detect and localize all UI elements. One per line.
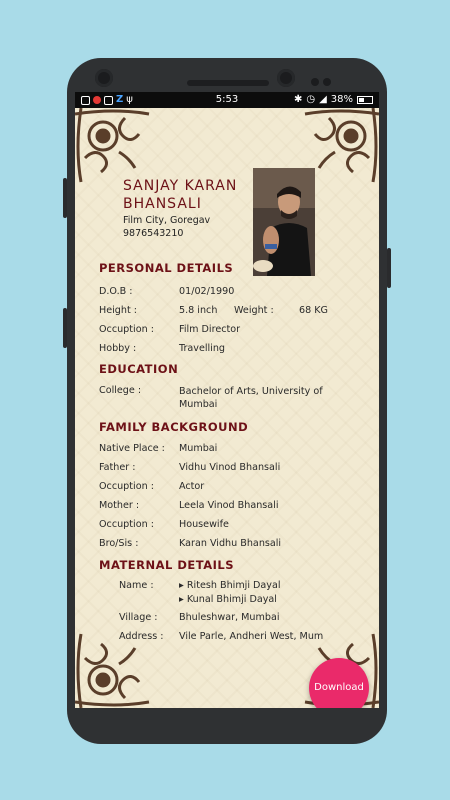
father-occupation-label: Occuption : [99,481,154,492]
signal-icon: ◢ [319,94,327,105]
usb-icon: ψ [126,94,133,105]
corner-ornament-icon [75,108,155,188]
maternal-name-label: Name : [119,580,154,591]
native-label: Native Place : [99,443,165,454]
profile-name [123,177,237,213]
download-button[interactable]: Download [309,658,369,708]
height-label: Height : [99,305,137,316]
maternal-name-2: ▸ Kunal Bhimji Dayal [179,594,277,605]
weight-label: Weight : [234,305,274,316]
college-value-line2: Mumbai [179,399,218,410]
weight-value: 68 KG [299,305,328,316]
father-occupation-value: Actor [179,481,205,492]
status-time: 5:53 [215,94,239,105]
maternal-name-1: ▸ Ritesh Bhimji Dayal [179,580,281,591]
sibling-value: Karan Vidhu Bhansali [179,538,282,549]
college-value-line1: Bachelor of Arts, University of [179,386,323,397]
height-value: 5.8 inch [179,305,218,316]
mother-occupation-value: Housewife [179,519,229,530]
alarm-icon: ◷ [306,94,316,105]
front-camera-icon [95,69,113,87]
mother-label: Mother : [99,500,140,511]
maternal-village-value: Bhuleshwar, Mumbai [179,612,280,623]
volume-button [63,178,67,218]
profile-name-line2: BHANSALI [123,196,202,212]
battery-percent: 38% [330,94,353,105]
occupation-label: Occuption : [99,324,154,335]
biodata-card [75,108,379,708]
hobby-label: Hobby : [99,343,137,354]
battery-icon [357,96,373,104]
mother-occupation-label: Occuption : [99,519,154,530]
maternal-address-label: Address : [119,631,164,642]
sensor-icon [323,78,331,86]
section-family-heading: FAMILY BACKGROUND [99,420,249,434]
profile-contact [123,214,210,240]
z-icon: Z [116,94,124,105]
maternal-village-label: Village : [119,612,158,623]
occupation-value: Film Director [179,324,241,335]
native-value: Mumbai [179,443,218,454]
dob-value: 01/02/1990 [179,286,235,297]
person-photo-icon [253,168,315,276]
section-education-heading: EDUCATION [99,362,179,376]
profile-name-line1: SANJAY KARAN [123,178,238,194]
front-camera-icon [277,69,295,87]
maternal-address-value: Vile Parle, Andheri West, Mum [179,631,324,642]
profile-address: Film City, Goregav [123,215,211,226]
power-button [387,248,391,288]
status-bar [75,92,379,108]
profile-photo [253,168,315,276]
dob-label: D.O.B : [99,286,133,297]
status-right [294,92,373,108]
sensor-icon [311,78,319,86]
volume-down-button [63,308,67,348]
section-maternal-heading: MATERNAL DETAILS [99,558,235,572]
college-label: College : [99,385,142,396]
mother-value: Leela Vinod Bhansali [179,500,279,511]
section-personal-heading: PERSONAL DETAILS [99,261,234,275]
bluetooth-icon: ✱ [293,94,303,105]
sibling-label: Bro/Sis : [99,538,139,549]
college-value [179,385,359,411]
profile-phone: 9876543210 [123,228,184,239]
father-value: Vidhu Vinod Bhansali [179,462,281,473]
hobby-value: Travelling [179,343,226,354]
screen [75,92,379,708]
earpiece-speaker [187,80,269,86]
phone-frame [67,58,387,744]
father-label: Father : [99,462,136,473]
